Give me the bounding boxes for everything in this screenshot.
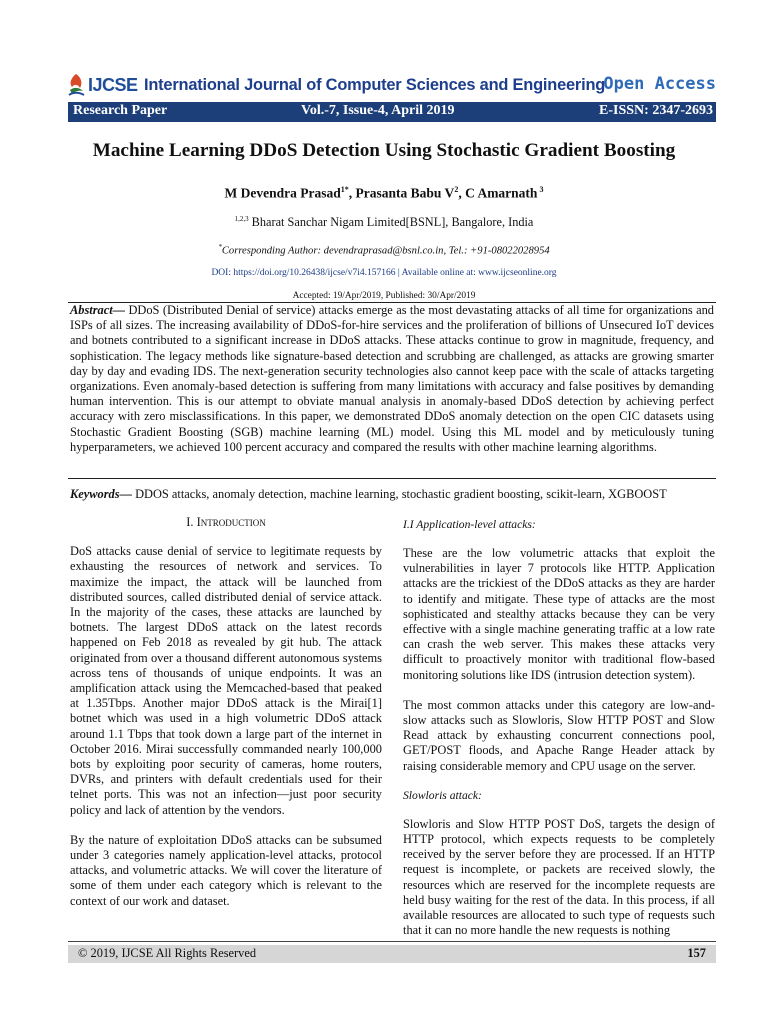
issn: E-ISSN: 2347-2693 xyxy=(599,103,713,118)
paper-title: Machine Learning DDoS Detection Using Stochastic Gradient Boosting xyxy=(92,140,676,161)
body-paragraph: By the nature of exploitation DDoS attacks can be subsumed under 3 categories namely application-level attacks, protocol attacks, and volumetric attacks. We will cover the literature of some of them under each category which is relevant to the context of our work and dataset. xyxy=(70,832,382,908)
footer-divider xyxy=(68,941,716,942)
body-paragraph: The most common attacks under this category are low-and-slow attacks such as Slowloris, Slow HTTP POST and Slow Read attack by exhausting concurrent connections pool, GET/POST floods, and Apache Range Header attack by raising considerable memory and CPU usage on the server. xyxy=(403,697,715,773)
abstract-label: Abstract— xyxy=(70,303,126,317)
body-paragraph: DoS attacks cause denial of service to legitimate requests by exhausting the resources of network and services. To maximize the impact, the attack will be launched from distributed sources, called distributed denial of service attack. In the majority of the cases, these attacks are launched by botnets. The largest DDoS attack on the latest records happened on Feb 2018 as revealed by git hub. The attack originated from over a thousand different autonomous systems across tens of thousands of unique endpoints. It was an amplification attack using the Memcached-based that peaked at 1.35Tbps. Another major DDoS attack is the Mirai[1] botnet which was used in a high volumetric DDoS attack around 1.1 Tbps that took down a large part of the internet in October 2016. Mirai successfully commanded nearly 100,000 bots by exploiting poor security of cameras, home routers, DVRs, and printers with default credentials used for their telnet ports. This was not an infection—just poor security policy and lack of attention by the vendors. xyxy=(70,544,382,817)
author-sup: 3 xyxy=(537,185,544,194)
paper-type: Research Paper xyxy=(73,103,168,118)
body-paragraph: These are the low volumetric attacks that exploit the vulnerabilities in layer 7 protocols like HTTP. Application attacks are the trickiest of the DDoS attacks as they are harder to identify and mitigate. These type of attacks are the most sophisticated and stealthy attacks because they can be very effective with a single machine generating traffic at a low rate can crash the web server. This makes these attacks very difficult to proactively monitor with traditional flow-based monitoring solutions like IDS (intrusion detection system). xyxy=(403,546,715,682)
keywords-text: DDOS attacks, anomaly detection, machine learning, stochastic gradient boosting, scikit-learn, XGBOOST xyxy=(131,487,667,501)
abstract xyxy=(70,303,714,455)
volume-issue: Vol.-7, Issue-4, April 2019 xyxy=(301,103,455,118)
page-number: 157 xyxy=(687,946,706,960)
abstract-text: DDoS (Distributed Denial of service) attacks emerge as the most devastating attacks of all time for organizations and ISPs of all sizes. The increasing availability of DDoS-for-hire services and the proliferation of billions of Unsecured IoT devices and botnets contributed to a significant increase in DDoS attacks. These attacks continue to grow in magnitude, frequency, and sophistication. The legacy methods like signature-based detection and scrubbing are challenged, as attacks are growing smarter day by day and evading IDS. The next-generation security technologies also cannot keep pace with the scale of attacks targeting organizations. Even anomaly-based detection is suffering from many limitations with accuracy and false positives by demanding human intervention. This is our attempt to obviate manual analysis in anomaly-based DDoS detection by achieving perfect accuracy with zero misclassifications. In this paper, we demonstrated DDoS anomaly detection on the open CIC datasets using Stochastic Gradient Boosting (SGB) machine learning (ML) model. Using this ML model and by meticulously tuning hyperparameters, we achieved 100 percent accuracy and compared the results with other machine learning algorithms. xyxy=(70,303,714,454)
author-name: C Amarnath xyxy=(465,185,538,201)
affiliation xyxy=(0,215,768,230)
section-heading: I. Introduction xyxy=(186,515,266,529)
journal-logo xyxy=(66,70,138,100)
corresponding-text: Corresponding Author: devendraprasad@bsnl.co.in, Tel.: +91-08022028954 xyxy=(221,245,550,257)
divider xyxy=(68,478,716,479)
doi-link[interactable]: DOI: https://doi.org/10.26438/ijcse/v7i4.157166 | Available online at: www.ijcseonline.org xyxy=(211,268,557,278)
subsection-heading: I.I Application-level attacks: xyxy=(403,518,536,531)
logo-text: IJCSE xyxy=(88,74,138,95)
header-bar xyxy=(68,102,716,122)
right-column xyxy=(403,518,715,953)
corresponding-author xyxy=(0,243,768,257)
footer xyxy=(68,945,716,963)
copyright: © 2019, IJCSE All Rights Reserved xyxy=(78,946,257,960)
masthead xyxy=(66,70,716,100)
body-paragraph: Slowloris and Slow HTTP POST DoS, targets the design of HTTP protocol, which expects requests to be completely received by the server before they are processed. If an HTTP request is incomplete, or packets are received slowly, the resources which are reserved for the incomplete requests are held busy waiting for the rest of the data. In this process, if all available resources are allocated to such type of requests such that it can no more handle the new requests is nothing xyxy=(403,816,715,938)
journal-name: International Journal of Computer Sciences and Engineering xyxy=(144,76,606,94)
keywords-label: Keywords— xyxy=(70,487,132,501)
author-name: M Devendra Prasad xyxy=(224,185,341,201)
open-access-label: Open Access xyxy=(603,74,716,94)
subsection-heading: Slowloris attack: xyxy=(403,788,482,802)
author-name: Prasanta Babu V xyxy=(355,185,455,201)
author-separator: , xyxy=(458,185,466,201)
author-sup: 2 xyxy=(454,185,459,194)
ijcse-logo-icon xyxy=(66,72,86,98)
author-list xyxy=(0,185,768,202)
affiliation-text: Bharat Sanchar Nigam Limited[BSNL], Bangalore, India xyxy=(248,215,534,230)
corresponding-sup: * xyxy=(218,243,222,251)
author-sup: 1* xyxy=(340,185,349,194)
keywords xyxy=(70,487,714,502)
affiliation-sup: 1,2,3 xyxy=(234,215,249,223)
left-column xyxy=(70,515,382,924)
author-separator: , xyxy=(348,185,356,201)
accepted-dates: Accepted: 19/Apr/2019, Published: 30/Apr/2019 xyxy=(292,291,476,301)
